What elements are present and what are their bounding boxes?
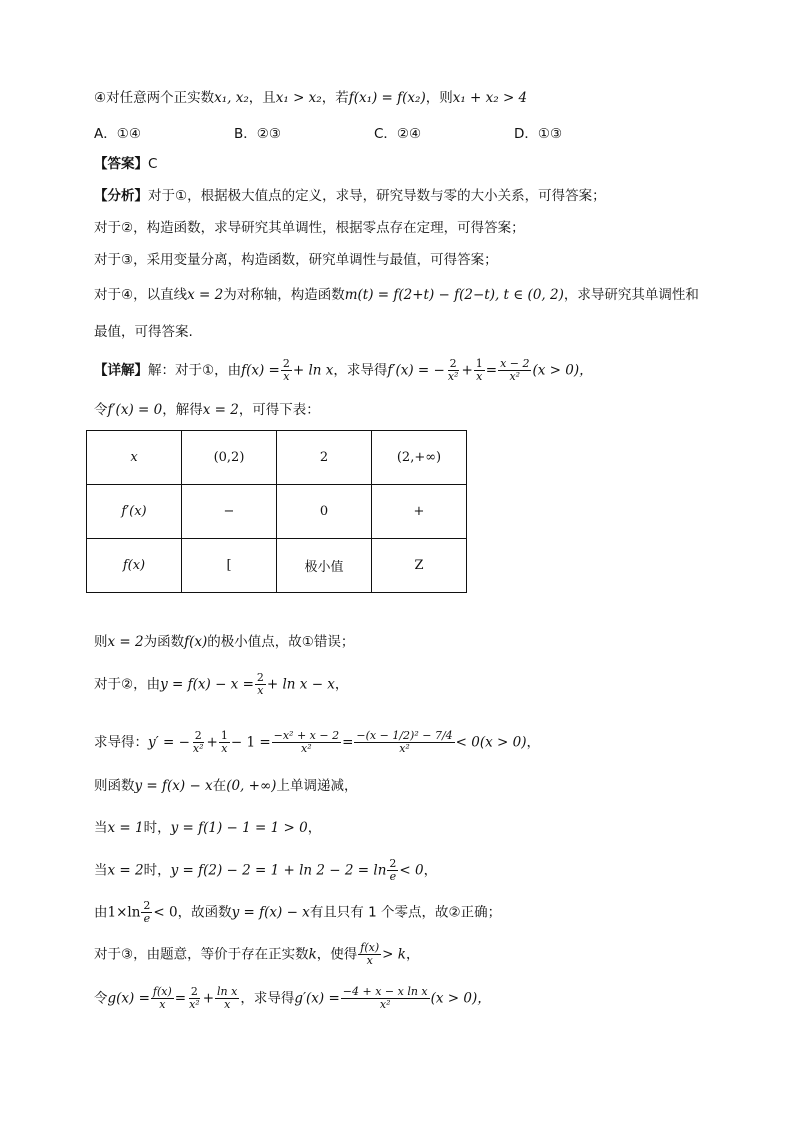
analysis-line-1: 【分析】对于①，根据极大值点的定义，求导，研究导数与零的大小关系，可得答案； (94, 188, 606, 204)
table-row: f(x) [ 极小值 Z (87, 539, 467, 593)
table-row: f′(x) − 0 + (87, 485, 467, 539)
analysis-line-4: 对于④，以直线x = 2为对称轴，构造函数m(t) = f(2+t) − f(2−t), t ∈ (0, 2)，求导研究其单调性和 (94, 287, 699, 303)
table-row: x (0,2) 2 (2,+∞) (87, 431, 467, 485)
detail-line-2: 令f′(x) = 0，解得x = 2，可得下表： (94, 402, 320, 418)
analysis-line-2: 对于②，构造函数，求导研究其单调性，根据零点存在定理，可得答案； (94, 220, 525, 236)
after-line-1: 则x = 2为函数f(x)的极小值点，故①错误； (94, 634, 355, 650)
after-line-9: 令g(x) = $\frac{f(x)}{x}$ = $\frac{2}{\text{x²}}$ + $\frac{\text{ln x}}{x}$ ，求导得g′(x) = $\frac{\text{−4 + x − x ln x}}{\text{x²}}$ (x > 0)， (94, 985, 491, 1011)
analysis-line-3: 对于③，采用变量分离，构造函数，研究单调性与最值，可得答案； (94, 252, 498, 268)
option-c: C．②④ (374, 126, 422, 142)
after-line-5: 当x = 1时，y = f(1) − 1 = 1 > 0， (94, 820, 322, 836)
detail-line-1: 【详解】解：对于①，由f(x) = $\frac{2}{x}$ + ln x，求导得f′(x) = − $\frac{2}{\text{x²}}$ + $\frac{1}{x}$ = $\frac{x - 2}{\text{x²}}$ (x > 0)， (94, 357, 593, 383)
after-line-7: 由1×ln $\frac{2}{e}$ < 0，故函数y = f(x) − x有且只有 1 个零点，故②正确； (94, 899, 502, 925)
answer-line: 【答案】C (94, 156, 158, 172)
statement-4: ④对任意两个正实数x₁, x₂，且x₁ > x₂，若f(x₁) = f(x₂)，则x₁ + x₂ > 4 (94, 90, 528, 106)
answer-options (94, 124, 654, 144)
after-line-3: 求导得：y′ = − $\frac{2}{\text{x²}}$ + $\frac{1}{x}$ − 1 = $\frac{\text{−x² + x − 2}}{\text{x²}}$ = $\frac{\text{−(x − 1/2)² − 7/4}}{\text{x²}}$ < 0(x > 0)， (94, 729, 540, 755)
sign-table (86, 430, 467, 593)
option-d: D．①③ (514, 126, 563, 142)
after-line-8: 对于③，由题意，等价于存在正实数k，使得 $\frac{f(x)}{x}$ > k， (94, 941, 420, 967)
option-b: B．②③ (234, 126, 281, 142)
option-a: A．①④ (94, 126, 141, 142)
after-line-4: 则函数y = f(x) − x在(0, +∞)上单调递减， (94, 778, 358, 794)
after-line-2: 对于②，由y = f(x) − x = $\frac{2}{x}$ + ln x − x， (94, 671, 349, 697)
after-line-6: 当x = 2时，y = f(2) − 2 = 1 + ln 2 − 2 = ln $\frac{2}{e}$ < 0， (94, 857, 438, 883)
analysis-line-5: 最值，可得答案. (94, 324, 193, 340)
